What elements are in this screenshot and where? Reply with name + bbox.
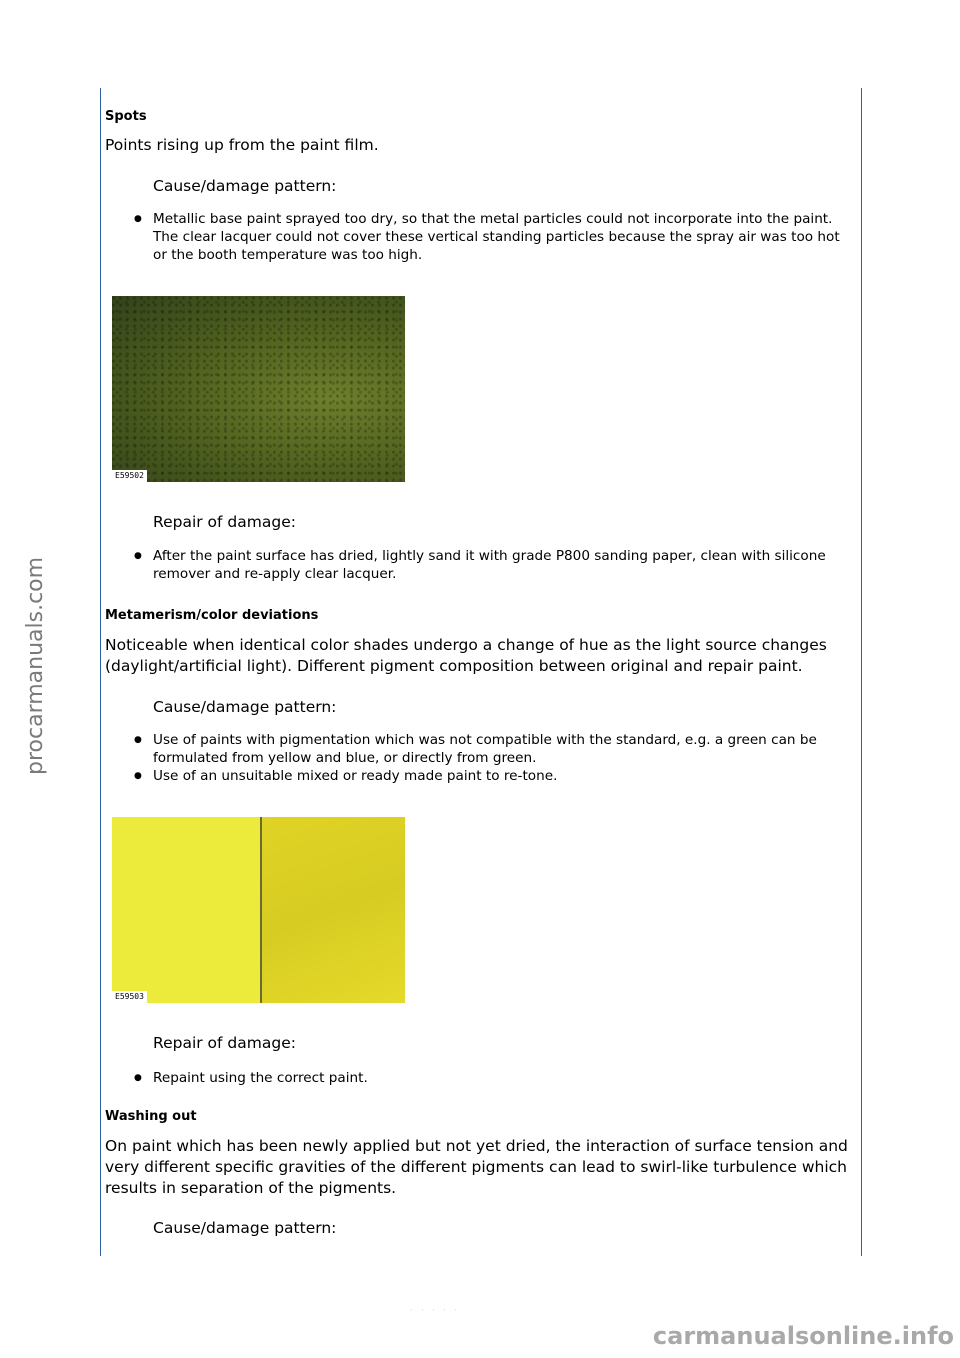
section-heading: Spots xyxy=(105,109,147,124)
figure-label: E59503 xyxy=(112,991,147,1003)
cause-list xyxy=(131,210,857,264)
section-description: Noticeable when identical color shades undergo a change of hue as the light source changes (daylight/artificial light). Different pigment composition between original and repair paint. xyxy=(105,636,827,675)
manual-page xyxy=(100,88,862,1256)
section-description: Points rising up from the paint film. xyxy=(105,136,379,154)
list-item: ● Metallic base paint sprayed too dry, so that the metal particles could not incorporate into the paint. The clear lacquer could not cover these vertical standing particles because the spray air was too hot or the booth temperature was too high. xyxy=(131,210,857,264)
color-deviation-image xyxy=(112,817,405,1003)
list-item: ● Repaint using the correct paint. xyxy=(131,1069,857,1087)
paint-spots-image xyxy=(112,296,405,482)
sidebar-watermark: procarmanuals.com xyxy=(23,556,48,775)
list-item: ● Use of an unsuitable mixed or ready made paint to re-tone. xyxy=(131,767,857,785)
cause-label: Cause/damage pattern: xyxy=(153,1219,337,1237)
original-paint-panel xyxy=(112,817,260,1003)
section-heading: Metamerism/color deviations xyxy=(105,608,319,623)
site-watermark: carmanualsonline.info xyxy=(652,1322,954,1350)
figure-label: E59502 xyxy=(112,470,147,482)
repair-list xyxy=(131,547,857,583)
page-footer: · · · · · xyxy=(410,1306,460,1315)
list-item: ● Use of paints with pigmentation which was not compatible with the standard, e.g. a green can be formulated from yellow and blue, or directly from green. xyxy=(131,731,857,767)
repair-label: Repair of damage: xyxy=(153,1034,296,1052)
repair-list xyxy=(131,1069,857,1087)
section-heading: Washing out xyxy=(105,1109,197,1124)
list-item: ● After the paint surface has dried, lightly sand it with grade P800 sanding paper, clean with silicone remover and re-apply clear lacquer. xyxy=(131,547,857,583)
cause-label: Cause/damage pattern: xyxy=(153,698,337,716)
repair-label: Repair of damage: xyxy=(153,513,296,531)
cause-list xyxy=(131,731,857,785)
section-description: On paint which has been newly applied but not yet dried, the interaction of surface tension and very different specific gravities of the different pigments can lead to swirl-like turbulence which results in separation of the pigments. xyxy=(105,1137,848,1197)
repair-paint-panel xyxy=(262,817,405,1003)
cause-label: Cause/damage pattern: xyxy=(153,177,337,195)
